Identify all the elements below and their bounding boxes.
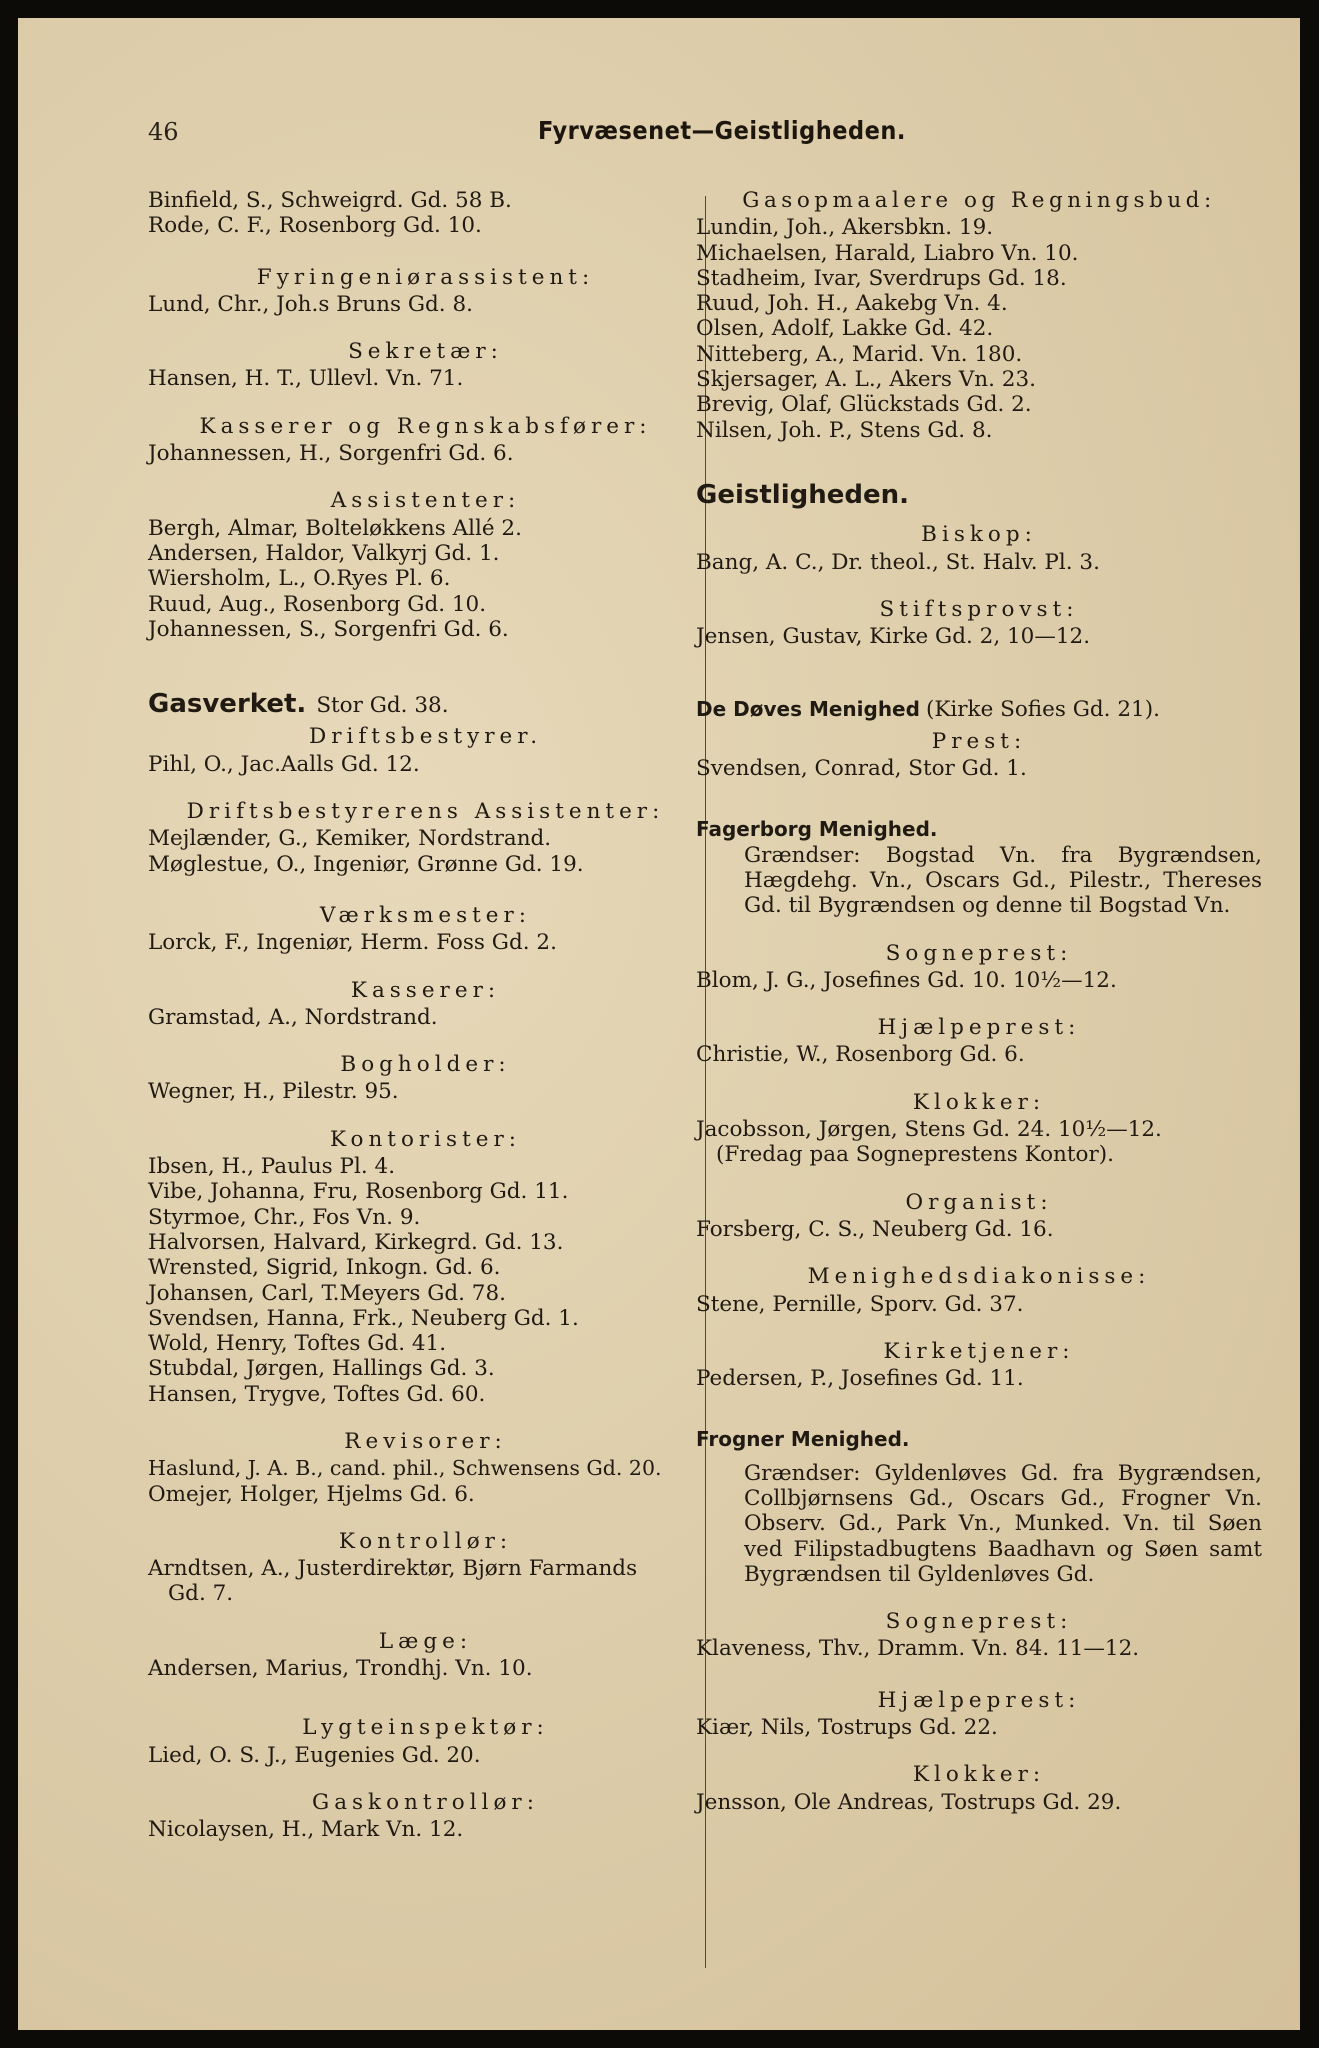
entry: Styrmoe, Chr., Fos Vn. 9. bbox=[148, 1204, 421, 1230]
entry: Christie, W., Rosenborg Gd. 6. bbox=[696, 1042, 1025, 1068]
entry: Svendsen, Hanna, Frk., Neuberg Gd. 1. bbox=[148, 1305, 579, 1331]
role-heading: Gaskontrollør: bbox=[312, 1789, 539, 1815]
role-heading: Kontorister: bbox=[330, 1126, 521, 1152]
entry: Omejer, Holger, Hjelms Gd. 6. bbox=[148, 1481, 475, 1507]
parish-title-fagerborg: Fagerborg Menighed. bbox=[696, 817, 938, 842]
running-title: Fyrvæsenet—Geistligheden. bbox=[538, 116, 906, 145]
entry: Binfield, S., Schweigrd. Gd. 58 B. bbox=[148, 188, 512, 213]
entry: Blom, J. G., Josefines Gd. 10. 10½—12. bbox=[696, 967, 1117, 993]
entry: (Fredag paa Sogneprestens Kontor). bbox=[716, 1142, 1114, 1168]
entry: Johannessen, S., Sorgenfri Gd. 6. bbox=[148, 616, 509, 642]
entry: Stene, Pernille, Sporv. Gd. 37. bbox=[696, 1291, 1024, 1317]
role-heading: Klokker: bbox=[912, 1762, 1046, 1788]
entry: Jacobsson, Jørgen, Stens Gd. 24. 10½—12. bbox=[696, 1117, 1162, 1143]
entry: Mejlænder, G., Kemiker, Nordstrand. bbox=[148, 826, 552, 852]
entry: Vibe, Johanna, Fru, Rosenborg Gd. 11. bbox=[148, 1179, 569, 1205]
parish-borders: Grændser: Bogstad Vn. fra Bygrændsen, Hægdehg. Vn., Oscars Gd., Pilestr., Thereses Gd. til Bygrændsen og denne til Bogstad Vn. bbox=[744, 842, 1262, 919]
parish-note: (Kirke Sofies Gd. 21). bbox=[925, 697, 1160, 723]
entry: Pedersen, P., Josefines Gd. 11. bbox=[696, 1366, 1024, 1392]
entry: Johansen, Carl, T.Meyers Gd. 78. bbox=[148, 1280, 507, 1306]
role-heading: Driftsbestyrerens Assistenter: bbox=[186, 799, 665, 825]
parish-borders: Grændser: Gyldenløves Gd. fra Bygrændsen, Collbjørnsens Gd., Oscars Gd., Frogner Vn. Observ. Gd., Park Vn., Munked. Vn. til Søen ved Filipstadbugtens Baadhavn og Søen samt Bygrændsen til Gyldenløves Gd. bbox=[744, 1460, 1262, 1587]
parish-name: De Døves Menighed bbox=[696, 697, 920, 722]
entry: Haslund, J. A. B., cand. phil., Schwensens Gd. 20. bbox=[148, 1456, 662, 1481]
page-number: 46 bbox=[148, 118, 179, 146]
role-heading: Kasserer: bbox=[350, 977, 501, 1003]
entry: Lundin, Joh., Akersbkn. 19. bbox=[696, 215, 994, 241]
role-heading: Assistenter: bbox=[330, 488, 521, 514]
entry: Ruud, Joh. H., Aakebg Vn. 4. bbox=[696, 291, 1008, 317]
section-title-gasverket bbox=[148, 689, 703, 720]
entry: Ruud, Aug., Rosenborg Gd. 10. bbox=[148, 591, 487, 617]
role-heading: Bogholder: bbox=[340, 1052, 511, 1078]
section-address: Stor Gd. 38. bbox=[316, 693, 449, 719]
entry: Brevig, Olaf, Glückstads Gd. 2. bbox=[696, 392, 1032, 418]
entry: Lorck, F., Ingeniør, Herm. Foss Gd. 2. bbox=[148, 930, 557, 956]
role-heading: Organist: bbox=[905, 1189, 1053, 1215]
role-heading: Fyringeniørassistent: bbox=[256, 264, 595, 290]
entry: Gd. 7. bbox=[168, 1581, 234, 1607]
entry: Arndtsen, A., Justerdirektør, Bjørn Farmands bbox=[148, 1556, 638, 1582]
entry: Andersen, Haldor, Valkyrj Gd. 1. bbox=[148, 540, 500, 566]
entry: Gramstad, A., Nordstrand. bbox=[148, 1004, 438, 1030]
entry: Bang, A. C., Dr. theol., St. Halv. Pl. 3. bbox=[696, 549, 1100, 575]
role-heading: Klokker: bbox=[912, 1089, 1046, 1115]
role-heading: Revisorer: bbox=[344, 1428, 507, 1454]
role-heading: Kirketjener: bbox=[883, 1338, 1075, 1364]
right-column bbox=[696, 188, 1262, 1815]
entry: Olsen, Adolf, Lakke Gd. 42. bbox=[696, 316, 994, 342]
entry: Nitteberg, A., Marid. Vn. 180. bbox=[696, 341, 1023, 367]
role-heading: Sogneprest: bbox=[885, 940, 1073, 966]
entry: Andersen, Marius, Trondhj. Vn. 10. bbox=[148, 1656, 533, 1682]
entry: Rode, C. F., Rosenborg Gd. 10. bbox=[148, 213, 482, 239]
role-heading: Hjælpeprest: bbox=[877, 1687, 1081, 1713]
entry: Møglestue, O., Ingeniør, Grønne Gd. 19. bbox=[148, 851, 584, 877]
role-heading: Stiftsprovst: bbox=[879, 596, 1079, 622]
role-heading: Sekretær: bbox=[348, 339, 503, 365]
role-heading: Gasopmaalere og Regningsbud: bbox=[742, 188, 1216, 213]
entry: Jensen, Gustav, Kirke Gd. 2, 10—12. bbox=[696, 624, 1091, 650]
entry: Hansen, H. T., Ullevl. Vn. 71. bbox=[148, 366, 464, 392]
entry: Kiær, Nils, Tostrups Gd. 22. bbox=[696, 1715, 998, 1741]
entry: Klaveness, Thv., Dramm. Vn. 84. 11—12. bbox=[696, 1636, 1140, 1662]
role-heading: Biskop: bbox=[921, 522, 1037, 548]
role-heading: Sogneprest: bbox=[885, 1609, 1073, 1635]
entry: Stadheim, Ivar, Sverdrups Gd. 18. bbox=[696, 265, 1067, 291]
entry: Nilsen, Joh. P., Stens Gd. 8. bbox=[696, 417, 993, 443]
left-column bbox=[148, 188, 703, 1843]
entry: Johannessen, H., Sorgenfri Gd. 6. bbox=[148, 441, 514, 467]
role-heading: Hjælpeprest: bbox=[877, 1015, 1081, 1041]
entry: Wiersholm, L., O.Ryes Pl. 6. bbox=[148, 566, 451, 592]
entry: Hansen, Trygve, Toftes Gd. 60. bbox=[148, 1381, 486, 1407]
role-heading: Værksmester: bbox=[319, 902, 532, 928]
parish-title-doves bbox=[696, 697, 1262, 722]
parish-title-frogner: Frogner Menighed. bbox=[696, 1427, 910, 1452]
entry: Wold, Henry, Toftes Gd. 41. bbox=[148, 1331, 447, 1357]
role-heading: Kontrollør: bbox=[338, 1528, 513, 1554]
entry: Lied, O. S. J., Eugenies Gd. 20. bbox=[148, 1742, 481, 1768]
directory-page bbox=[18, 18, 1300, 2030]
entry: Pihl, O., Jac.Aalls Gd. 12. bbox=[148, 751, 420, 777]
role-heading: Driftsbestyrer. bbox=[308, 724, 543, 750]
entry: Forsberg, C. S., Neuberg Gd. 16. bbox=[696, 1216, 1054, 1242]
role-heading: Kasserer og Regnskabsfører: bbox=[199, 413, 652, 439]
entry: Skjersager, A. L., Akers Vn. 23. bbox=[696, 367, 1036, 393]
role-heading: Menighedsdiakonisse: bbox=[807, 1264, 1151, 1290]
entry: Ibsen, H., Paulus Pl. 4. bbox=[148, 1154, 396, 1180]
role-heading: Lygteinspektør: bbox=[302, 1715, 549, 1741]
entry: Nicolaysen, H., Mark Vn. 12. bbox=[148, 1817, 464, 1843]
role-heading: Prest: bbox=[931, 728, 1027, 754]
entry: Jensson, Ole Andreas, Tostrups Gd. 29. bbox=[696, 1789, 1122, 1815]
entry: Stubdal, Jørgen, Hallings Gd. 3. bbox=[148, 1356, 495, 1382]
entry: Lund, Chr., Joh.s Bruns Gd. 8. bbox=[148, 291, 473, 317]
entry: Michaelsen, Harald, Liabro Vn. 10. bbox=[696, 240, 1079, 266]
section-title-geistligheden: Geistligheden. bbox=[696, 479, 910, 510]
entry: Wegner, H., Pilestr. 95. bbox=[148, 1079, 399, 1105]
entry: Bergh, Almar, Bolteløkkens Allé 2. bbox=[148, 515, 522, 541]
entry: Halvorsen, Halvard, Kirkegrd. Gd. 13. bbox=[148, 1229, 564, 1255]
entry: Wrensted, Sigrid, Inkogn. Gd. 6. bbox=[148, 1255, 501, 1281]
section-title-text: Gasverket. bbox=[148, 689, 307, 720]
role-heading: Læge: bbox=[378, 1628, 473, 1654]
entry: Svendsen, Conrad, Stor Gd. 1. bbox=[696, 756, 1027, 782]
